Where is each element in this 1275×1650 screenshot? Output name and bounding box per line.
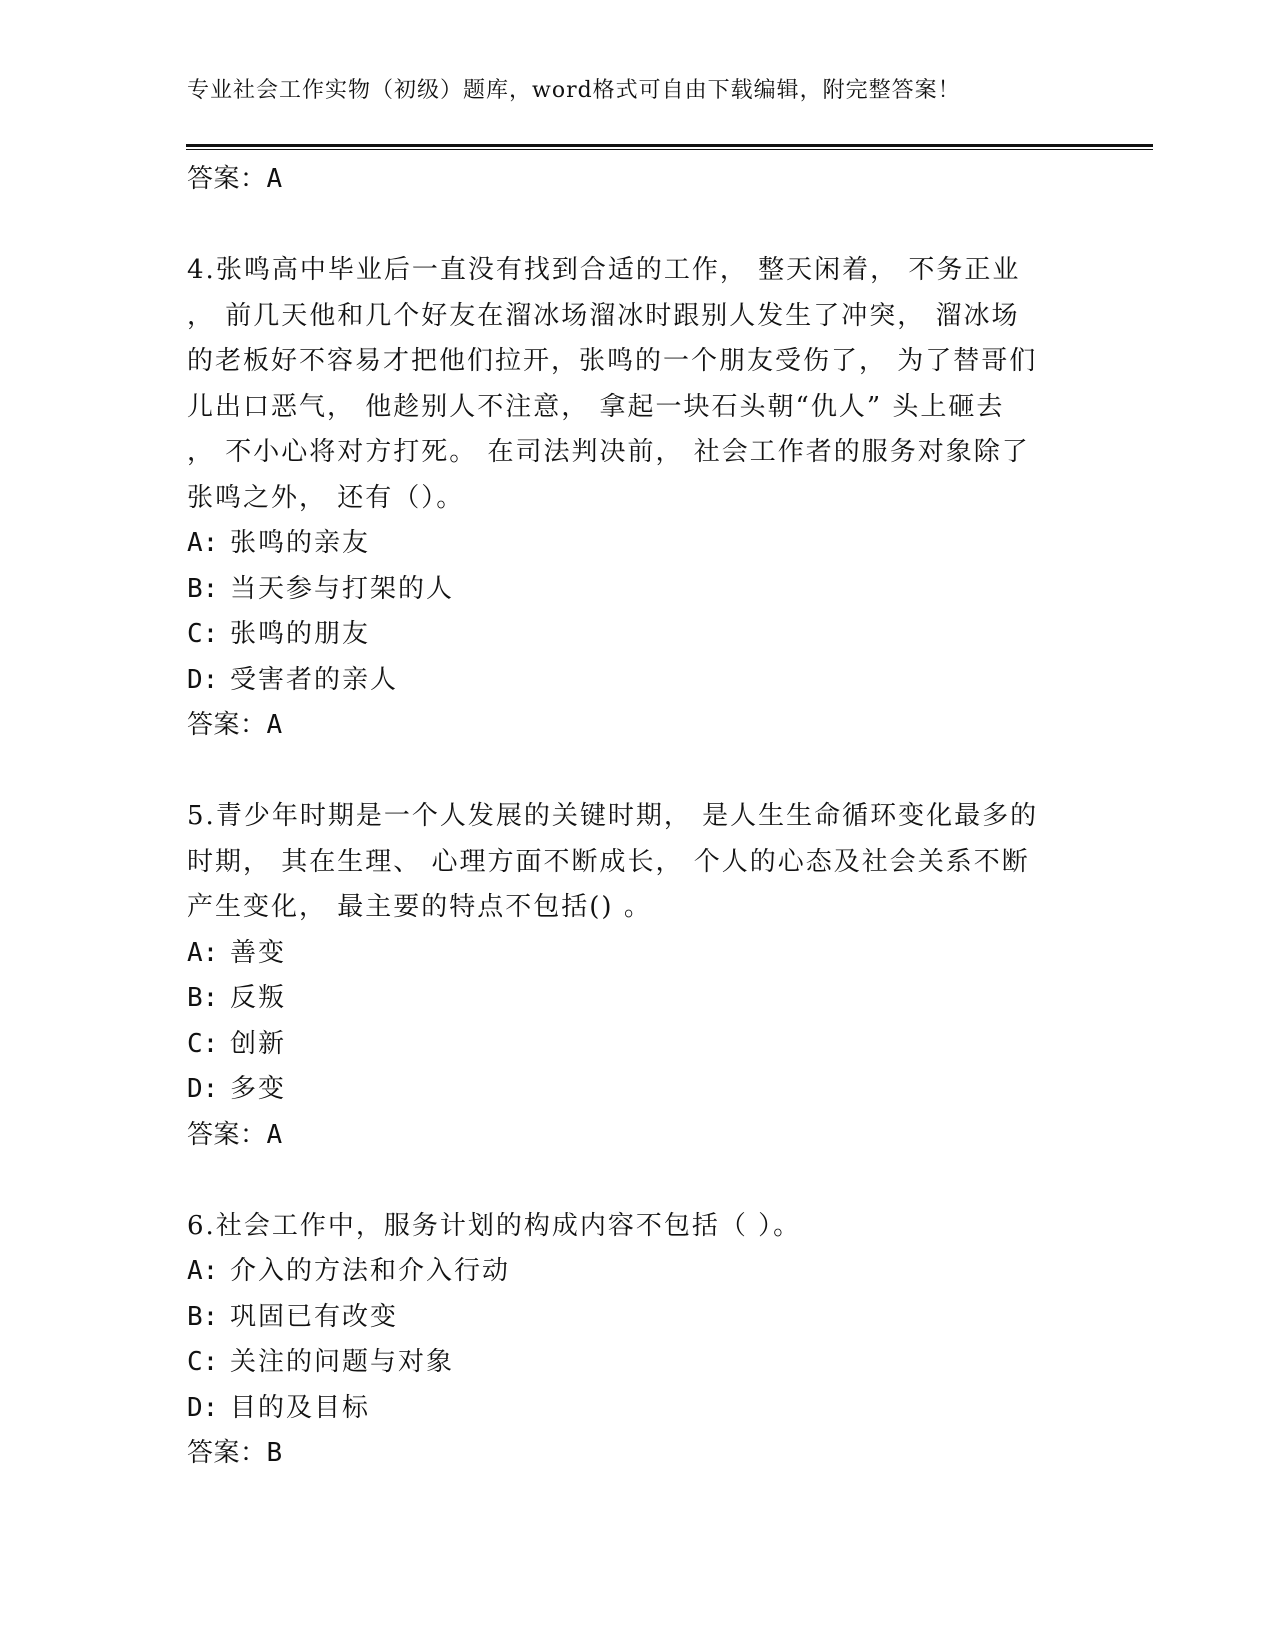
option-a xyxy=(187,521,1087,567)
stem-line: 6.社会工作中，服务计划的构成内容不包括（ ）。 xyxy=(187,1210,802,1241)
option-label: D: xyxy=(187,1074,219,1104)
question-stem xyxy=(187,1204,1057,1250)
answer-value: B xyxy=(266,1438,283,1468)
option-label: C: xyxy=(187,619,219,649)
option-text: 介入的方法和介入行动 xyxy=(230,1256,511,1286)
option-c xyxy=(187,1022,1087,1068)
option-label: D: xyxy=(187,1392,219,1423)
answer-prefix: 答案： xyxy=(187,164,267,194)
option-d xyxy=(187,1386,1087,1432)
question-6 xyxy=(187,1204,1087,1477)
option-label: C: xyxy=(187,1028,219,1059)
option-label: A: xyxy=(187,1256,219,1286)
question-number: 4. xyxy=(187,255,216,285)
answer-prefix: 答案： xyxy=(187,1119,267,1150)
option-b xyxy=(187,1295,1087,1341)
answer xyxy=(187,1113,1087,1159)
option-text: 反叛 xyxy=(230,983,287,1013)
option-a xyxy=(187,1249,1087,1295)
answer-value: A xyxy=(266,1119,283,1150)
option-label: B: xyxy=(187,1301,219,1332)
document-body xyxy=(187,157,1087,1477)
option-d xyxy=(187,1067,1087,1113)
question-4 xyxy=(187,248,1087,749)
stem-line: 儿出口恶气， 他趁别人不注意， 拿起一块石头朝“仇人” 头上砸去 xyxy=(187,391,1005,422)
answer-value: A xyxy=(266,164,283,194)
answer-prefix: 答案： xyxy=(187,710,267,740)
option-text: 当天参与打架的人 xyxy=(230,573,455,604)
answer-prefix: 答案： xyxy=(187,1438,267,1468)
spacer xyxy=(187,749,1087,795)
option-text: 张鸣的亲友 xyxy=(230,528,371,558)
previous-answer xyxy=(187,157,1087,203)
option-text: 张鸣的朋友 xyxy=(230,619,371,649)
stem-line: 的老板好不容易才把他们拉开，张鸣的一个朋友受伤了， 为了替哥们 xyxy=(187,346,1038,376)
stem-line: ， 不小心将对方打死。 在司法判决前， 社会工作者的服务对象除了 xyxy=(187,437,1030,467)
option-a xyxy=(187,931,1087,977)
option-text: 目的及目标 xyxy=(230,1392,371,1423)
option-label: A: xyxy=(187,937,219,968)
spacer xyxy=(187,203,1087,249)
option-c xyxy=(187,1340,1087,1386)
stem-line: ， 前几天他和几个好友在溜冰场溜冰时跟别人发生了冲突， 溜冰场 xyxy=(187,300,1020,331)
spacer xyxy=(187,1158,1087,1204)
option-c xyxy=(187,612,1087,658)
option-text: 关注的问题与对象 xyxy=(230,1347,455,1377)
option-text: 善变 xyxy=(230,937,287,968)
answer-value: A xyxy=(266,710,283,740)
header-divider-thin xyxy=(186,149,1153,150)
option-text: 创新 xyxy=(230,1028,287,1059)
option-label: D: xyxy=(187,664,219,695)
question-stem xyxy=(187,794,1057,931)
option-d xyxy=(187,658,1087,704)
answer xyxy=(187,1431,1087,1477)
option-label: B: xyxy=(187,573,219,604)
question-number: 6. xyxy=(187,1210,216,1241)
stem-line: 5.青少年时期是一个人发展的关键时期， 是人生生命循环变化最多的 xyxy=(187,801,1039,831)
option-label: C: xyxy=(187,1347,219,1377)
option-label: B: xyxy=(187,983,219,1013)
stem-line: 时期， 其在生理、 心理方面不断成长， 个人的心态及社会关系不断 xyxy=(187,846,1030,877)
option-b xyxy=(187,976,1087,1022)
option-b xyxy=(187,567,1087,613)
option-text: 多变 xyxy=(230,1074,287,1104)
question-number: 5. xyxy=(187,801,216,831)
header-divider xyxy=(186,144,1153,147)
page-header-title: 专业社会工作实物（初级）题库，word格式可自由下载编辑，附完整答案！ xyxy=(187,78,961,103)
option-label: A: xyxy=(187,528,219,558)
stem-line: 4.张鸣高中毕业后一直没有找到合适的工作， 整天闲着， 不务正业 xyxy=(187,255,1021,285)
question-stem xyxy=(187,248,1057,521)
option-text: 巩固已有改变 xyxy=(230,1301,399,1332)
question-5 xyxy=(187,794,1087,1158)
stem-line: 产生变化， 最主要的特点不包括() 。 xyxy=(187,892,652,922)
option-text: 受害者的亲人 xyxy=(230,664,399,695)
answer xyxy=(187,703,1087,749)
stem-line: 张鸣之外， 还有（）。 xyxy=(187,482,465,513)
